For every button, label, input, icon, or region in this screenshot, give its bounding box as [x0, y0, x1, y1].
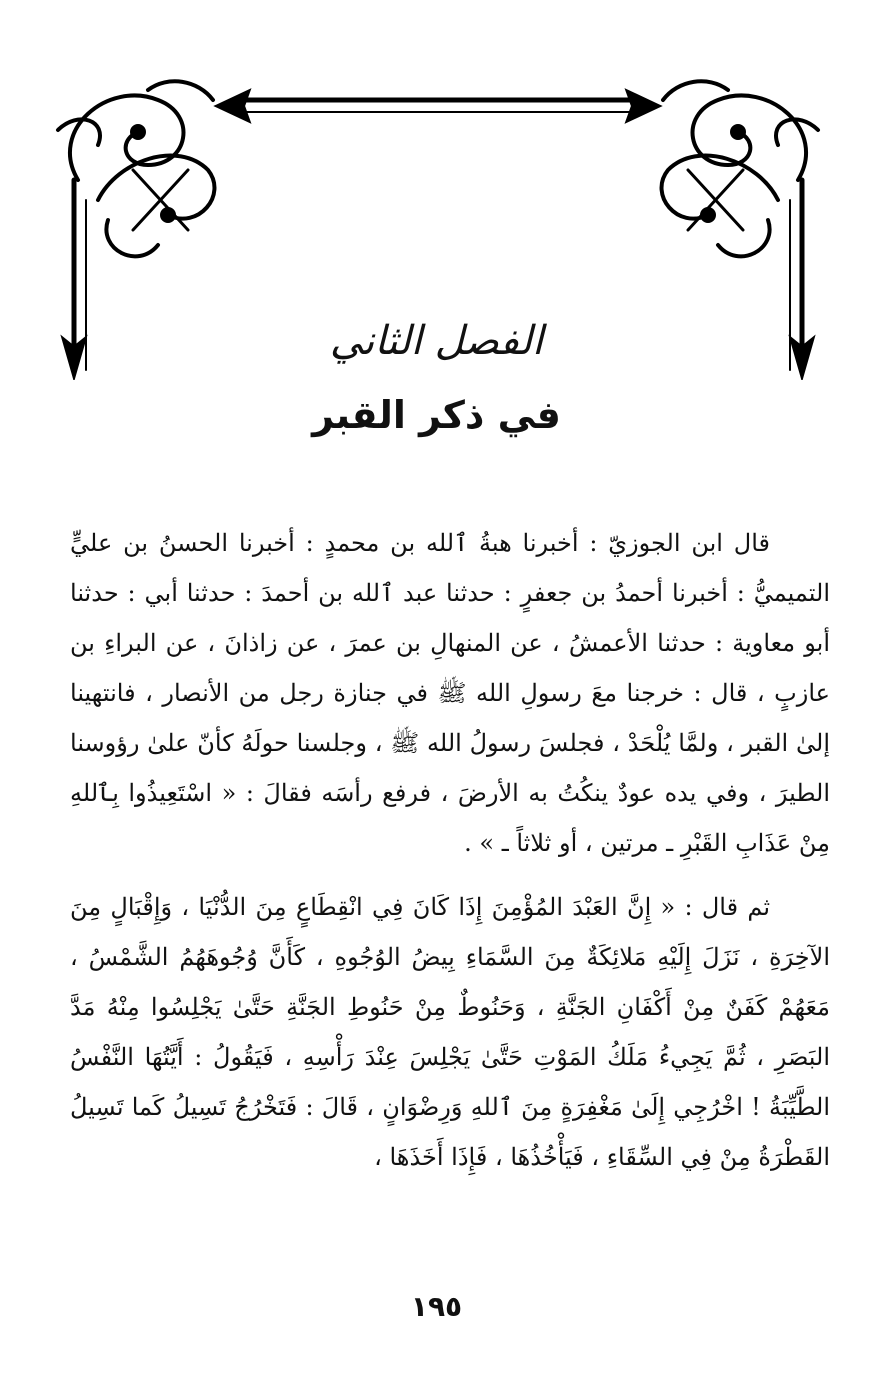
chapter-title: في ذكر القبر	[312, 393, 561, 437]
paragraph-2: ثم قال : « إِنَّ العَبْدَ المُؤْمِنَ إِذَا كَانَ فِي انْقِطَاعٍ مِنَ الدُّنْيَا ، وَإِقْبَالٍ مِنَ الآخِرَةِ ، نَزَلَ إِلَيْهِ مَلائِكَةٌ مِنَ السَّمَاءِ بِيضُ الوُجُوهِ ، كَأَنَّ وُجُوهَهُمُ الشَّمْسُ ، مَعَهُمْ كَفَنٌ مِنْ أَكْفَانِ الجَنَّةِ ، وَحَنُوطٌ مِنْ حَنُوطِ الجَنَّةِ حَتَّىٰ يَجْلِسُوا مِنْهُ مَدَّ البَصَرِ ، ثُمَّ يَجِيءُ مَلَكُ المَوْتِ حَتَّىٰ يَجْلِسَ عِنْدَ رَأْسِهِ ، فَيَقُولُ : أَيَّتُهَا النَّفْسُ الطَّيِّبَةُ ! اخْرُجِي إِلَىٰ مَغْفِرَةٍ مِنَ ٱللهِ وَرِضْوَانٍ ، قَالَ : فَتَخْرُجُ تَسِيلُ كَما تَسِيلُ القَطْرَةُ مِنْ فِي السِّقَاءِ ، فَيَأْخُذُهَا ، فَإِذَا أَخَذَهَا ،	[70, 893, 830, 1171]
page-number: ١٩٥	[410, 1290, 463, 1323]
chapter-label: الفصل الثاني	[329, 318, 544, 364]
paragraph-1: قال ابن الجوزيّ : أخبرنا هبةُ ٱلله بن محمدٍ : أخبرنا الحسنُ بن عليٍّ التميميُّ : أخبرنا أحمدُ بن جعفرٍ : حدثنا عبد ٱلله بن أحمدَ : حدثنا أبي : حدثنا أبو معاوية : حدثنا الأعمشُ ، عن المنهالِ بن عمرَ ، عن زاذانَ ، عن البراءِ بن عازبٍ ، قال : خرجنا معَ رسولِ الله ﷺ في جنازة رجل من الأنصار ، فانتهينا إلىٰ القبر ، ولمَّا يُلْحَدْ ، فجلسَ رسولُ الله ﷺ ، وجلسنا حولَهُ كأنّ علىٰ رؤوسنا الطيرَ ، وفي يده عودٌ ينكُتُ به الأرضَ ، فرفع رأسَه فقالَ : « اسْتَعِيذُوا بِٱللهِ مِنْ عَذَابِ القَبْرِ ـ مرتين ، أو ثلاثاً ـ » .	[70, 529, 830, 857]
body-text	[70, 518, 830, 1182]
